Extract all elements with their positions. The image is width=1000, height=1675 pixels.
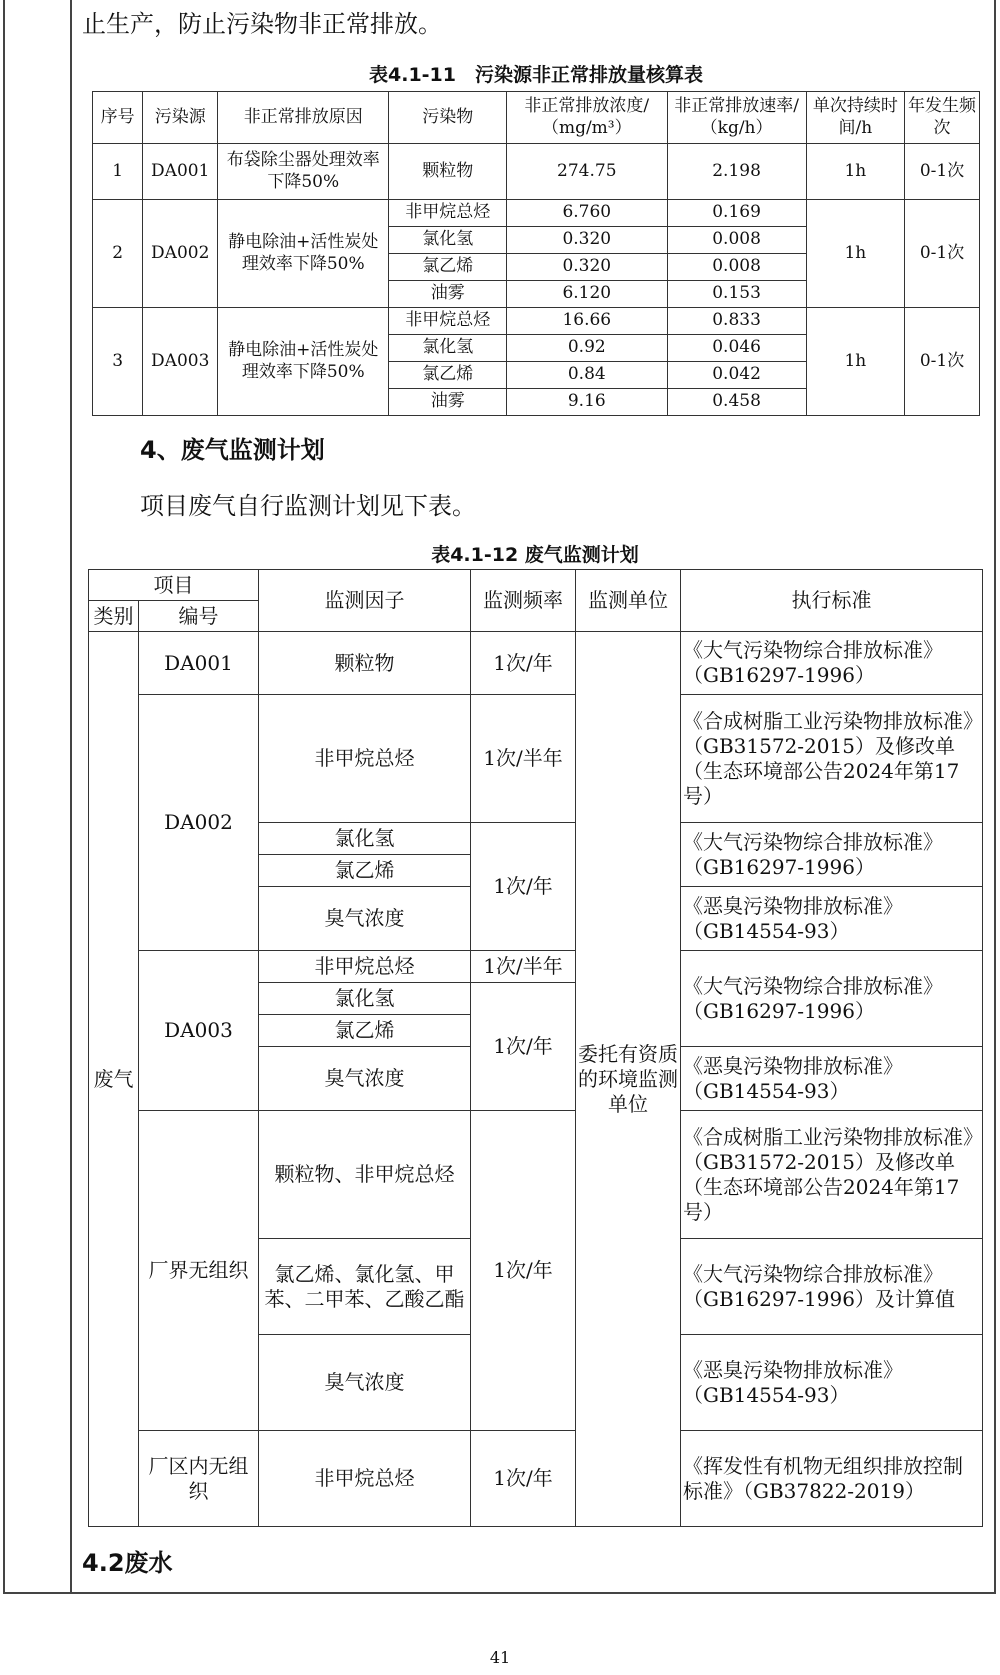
source-code: DA002 [143, 200, 218, 308]
standard-cell: 《大气污染物综合排放标准》（GB16297-1996）及计算值 [681, 1239, 983, 1335]
concentration: 0.320 [507, 227, 667, 254]
pollutant: 油雾 [389, 281, 507, 308]
factor-cell: 氯化氢 [259, 823, 471, 855]
factor-cell: 氯乙烯 [259, 855, 471, 887]
concentration: 0.320 [507, 254, 667, 281]
t1-header: 年发生频次 [905, 92, 980, 144]
table-row [89, 1111, 983, 1239]
t1-header: 非正常排放速率/（kg/h） [667, 92, 806, 144]
header-code: 编号 [139, 601, 259, 632]
table1-header-row [93, 92, 980, 144]
code-cell: DA001 [139, 632, 259, 695]
factor-cell: 颗粒物、非甲烷总烃 [259, 1111, 471, 1239]
unit-cell: 委托有资质的环境监测单位 [576, 632, 681, 1527]
standard-cell: 《恶臭污染物排放标准》（GB14554-93） [681, 1047, 983, 1111]
t1-header: 序号 [93, 92, 143, 144]
intro-line: 止生产，防止污染物非正常排放。 [82, 10, 442, 38]
code-cell: DA003 [139, 951, 259, 1111]
emission-rate: 0.042 [667, 362, 806, 389]
standard-cell: 《合成树脂工业污染物排放标准》（GB31572-2015）及修改单（生态环境部公告2024年第17号） [681, 695, 983, 823]
row-no: 2 [93, 200, 143, 308]
t1-header: 污染物 [389, 92, 507, 144]
header-item: 项目 [89, 570, 259, 601]
table-row [93, 200, 980, 227]
header-standard: 执行标准 [681, 570, 983, 632]
emission-rate: 0.458 [667, 389, 806, 416]
factor-cell: 氯乙烯、氯化氢、甲苯、二甲苯、乙酸乙酯 [259, 1239, 471, 1335]
concentration: 9.16 [507, 389, 667, 416]
section-heading-4-2: 4.2废水 [82, 1549, 173, 1577]
factor-cell: 颗粒物 [259, 632, 471, 695]
standard-cell: 《大气污染物综合排放标准》（GB16297-1996） [681, 632, 983, 695]
concentration: 6.120 [507, 281, 667, 308]
code-cell: 厂区内无组织 [139, 1431, 259, 1527]
abnormal-emission-table [92, 91, 980, 416]
factor-cell: 氯化氢 [259, 983, 471, 1015]
frequency-cell: 1次/年 [471, 1111, 576, 1431]
source-code: DA003 [143, 308, 218, 416]
pollutant: 氯化氢 [389, 227, 507, 254]
left-margin-column-line [70, 0, 72, 1594]
emission-rate: 0.169 [667, 200, 806, 227]
header-type: 类别 [89, 601, 139, 632]
duration: 1h [806, 144, 904, 200]
abnormal-reason: 布袋除尘器处理效率下降50% [218, 144, 389, 200]
concentration: 6.760 [507, 200, 667, 227]
standard-cell: 《挥发性有机物无组织排放控制标准》（GB37822-2019） [681, 1431, 983, 1527]
concentration: 274.75 [507, 144, 667, 200]
header-factor: 监测因子 [259, 570, 471, 632]
pollutant: 油雾 [389, 389, 507, 416]
frequency-cell: 1次/半年 [471, 951, 576, 983]
code-cell: 厂界无组织 [139, 1111, 259, 1431]
concentration: 16.66 [507, 308, 667, 335]
emission-rate: 2.198 [667, 144, 806, 200]
pollutant: 颗粒物 [389, 144, 507, 200]
table-row [89, 951, 983, 983]
section-heading-4: 4、废气监测计划 [140, 436, 325, 464]
frequency-cell: 1次/年 [471, 823, 576, 951]
header-frequency: 监测频率 [471, 570, 576, 632]
frequency-cell: 1次/年 [471, 983, 576, 1111]
duration: 1h [806, 308, 904, 416]
table1-caption: 表4.1-11 污染源非正常排放量核算表 [369, 64, 703, 86]
frequency-cell: 1次/半年 [471, 695, 576, 823]
pollutant: 氯化氢 [389, 335, 507, 362]
standard-cell: 《大气污染物综合排放标准》（GB16297-1996） [681, 823, 983, 887]
t1-header: 污染源 [143, 92, 218, 144]
table2-header-row [89, 570, 983, 601]
duration: 1h [806, 200, 904, 308]
pollutant: 非甲烷总烃 [389, 308, 507, 335]
monitoring-plan-table [88, 569, 983, 1527]
table-row [93, 144, 980, 200]
factor-cell: 非甲烷总烃 [259, 695, 471, 823]
table-row [89, 632, 983, 695]
frequency: 0-1次 [905, 308, 980, 416]
factor-cell: 臭气浓度 [259, 1335, 471, 1431]
factor-cell: 非甲烷总烃 [259, 951, 471, 983]
source-code: DA001 [143, 144, 218, 200]
frequency: 0-1次 [905, 200, 980, 308]
factor-cell: 臭气浓度 [259, 887, 471, 951]
standard-cell: 《大气污染物综合排放标准》（GB16297-1996） [681, 951, 983, 1047]
factor-cell: 臭气浓度 [259, 1047, 471, 1111]
t1-header: 单次持续时间/h [806, 92, 904, 144]
type-cell: 废气 [89, 632, 139, 1527]
pollutant: 非甲烷总烃 [389, 200, 507, 227]
table-row [89, 1431, 983, 1527]
abnormal-reason: 静电除油+活性炭处理效率下降50% [218, 200, 389, 308]
standard-cell: 《恶臭污染物排放标准》（GB14554-93） [681, 1335, 983, 1431]
emission-rate: 0.833 [667, 308, 806, 335]
paragraph-monitoring-intro: 项目废气自行监测计划见下表。 [140, 492, 476, 520]
concentration: 0.84 [507, 362, 667, 389]
t1-header: 非正常排放原因 [218, 92, 389, 144]
factor-cell: 非甲烷总烃 [259, 1431, 471, 1527]
page-number: 41 [489, 1648, 511, 1667]
row-no: 1 [93, 144, 143, 200]
emission-rate: 0.046 [667, 335, 806, 362]
abnormal-reason: 静电除油+活性炭处理效率下降50% [218, 308, 389, 416]
emission-rate: 0.008 [667, 227, 806, 254]
frequency-cell: 1次/年 [471, 632, 576, 695]
frequency-cell: 1次/年 [471, 1431, 576, 1527]
factor-cell: 氯乙烯 [259, 1015, 471, 1047]
standard-cell: 《合成树脂工业污染物排放标准》（GB31572-2015）及修改单（生态环境部公告2024年第17号） [681, 1111, 983, 1239]
emission-rate: 0.153 [667, 281, 806, 308]
code-cell: DA002 [139, 695, 259, 951]
pollutant: 氯乙烯 [389, 254, 507, 281]
table2-caption: 表4.1-12 废气监测计划 [431, 544, 639, 566]
concentration: 0.92 [507, 335, 667, 362]
table-row [89, 695, 983, 823]
standard-cell: 《恶臭污染物排放标准》（GB14554-93） [681, 887, 983, 951]
header-unit: 监测单位 [576, 570, 681, 632]
pollutant: 氯乙烯 [389, 362, 507, 389]
frequency: 0-1次 [905, 144, 980, 200]
emission-rate: 0.008 [667, 254, 806, 281]
t1-header: 非正常排放浓度/（mg/m³） [507, 92, 667, 144]
row-no: 3 [93, 308, 143, 416]
table-row [93, 308, 980, 335]
